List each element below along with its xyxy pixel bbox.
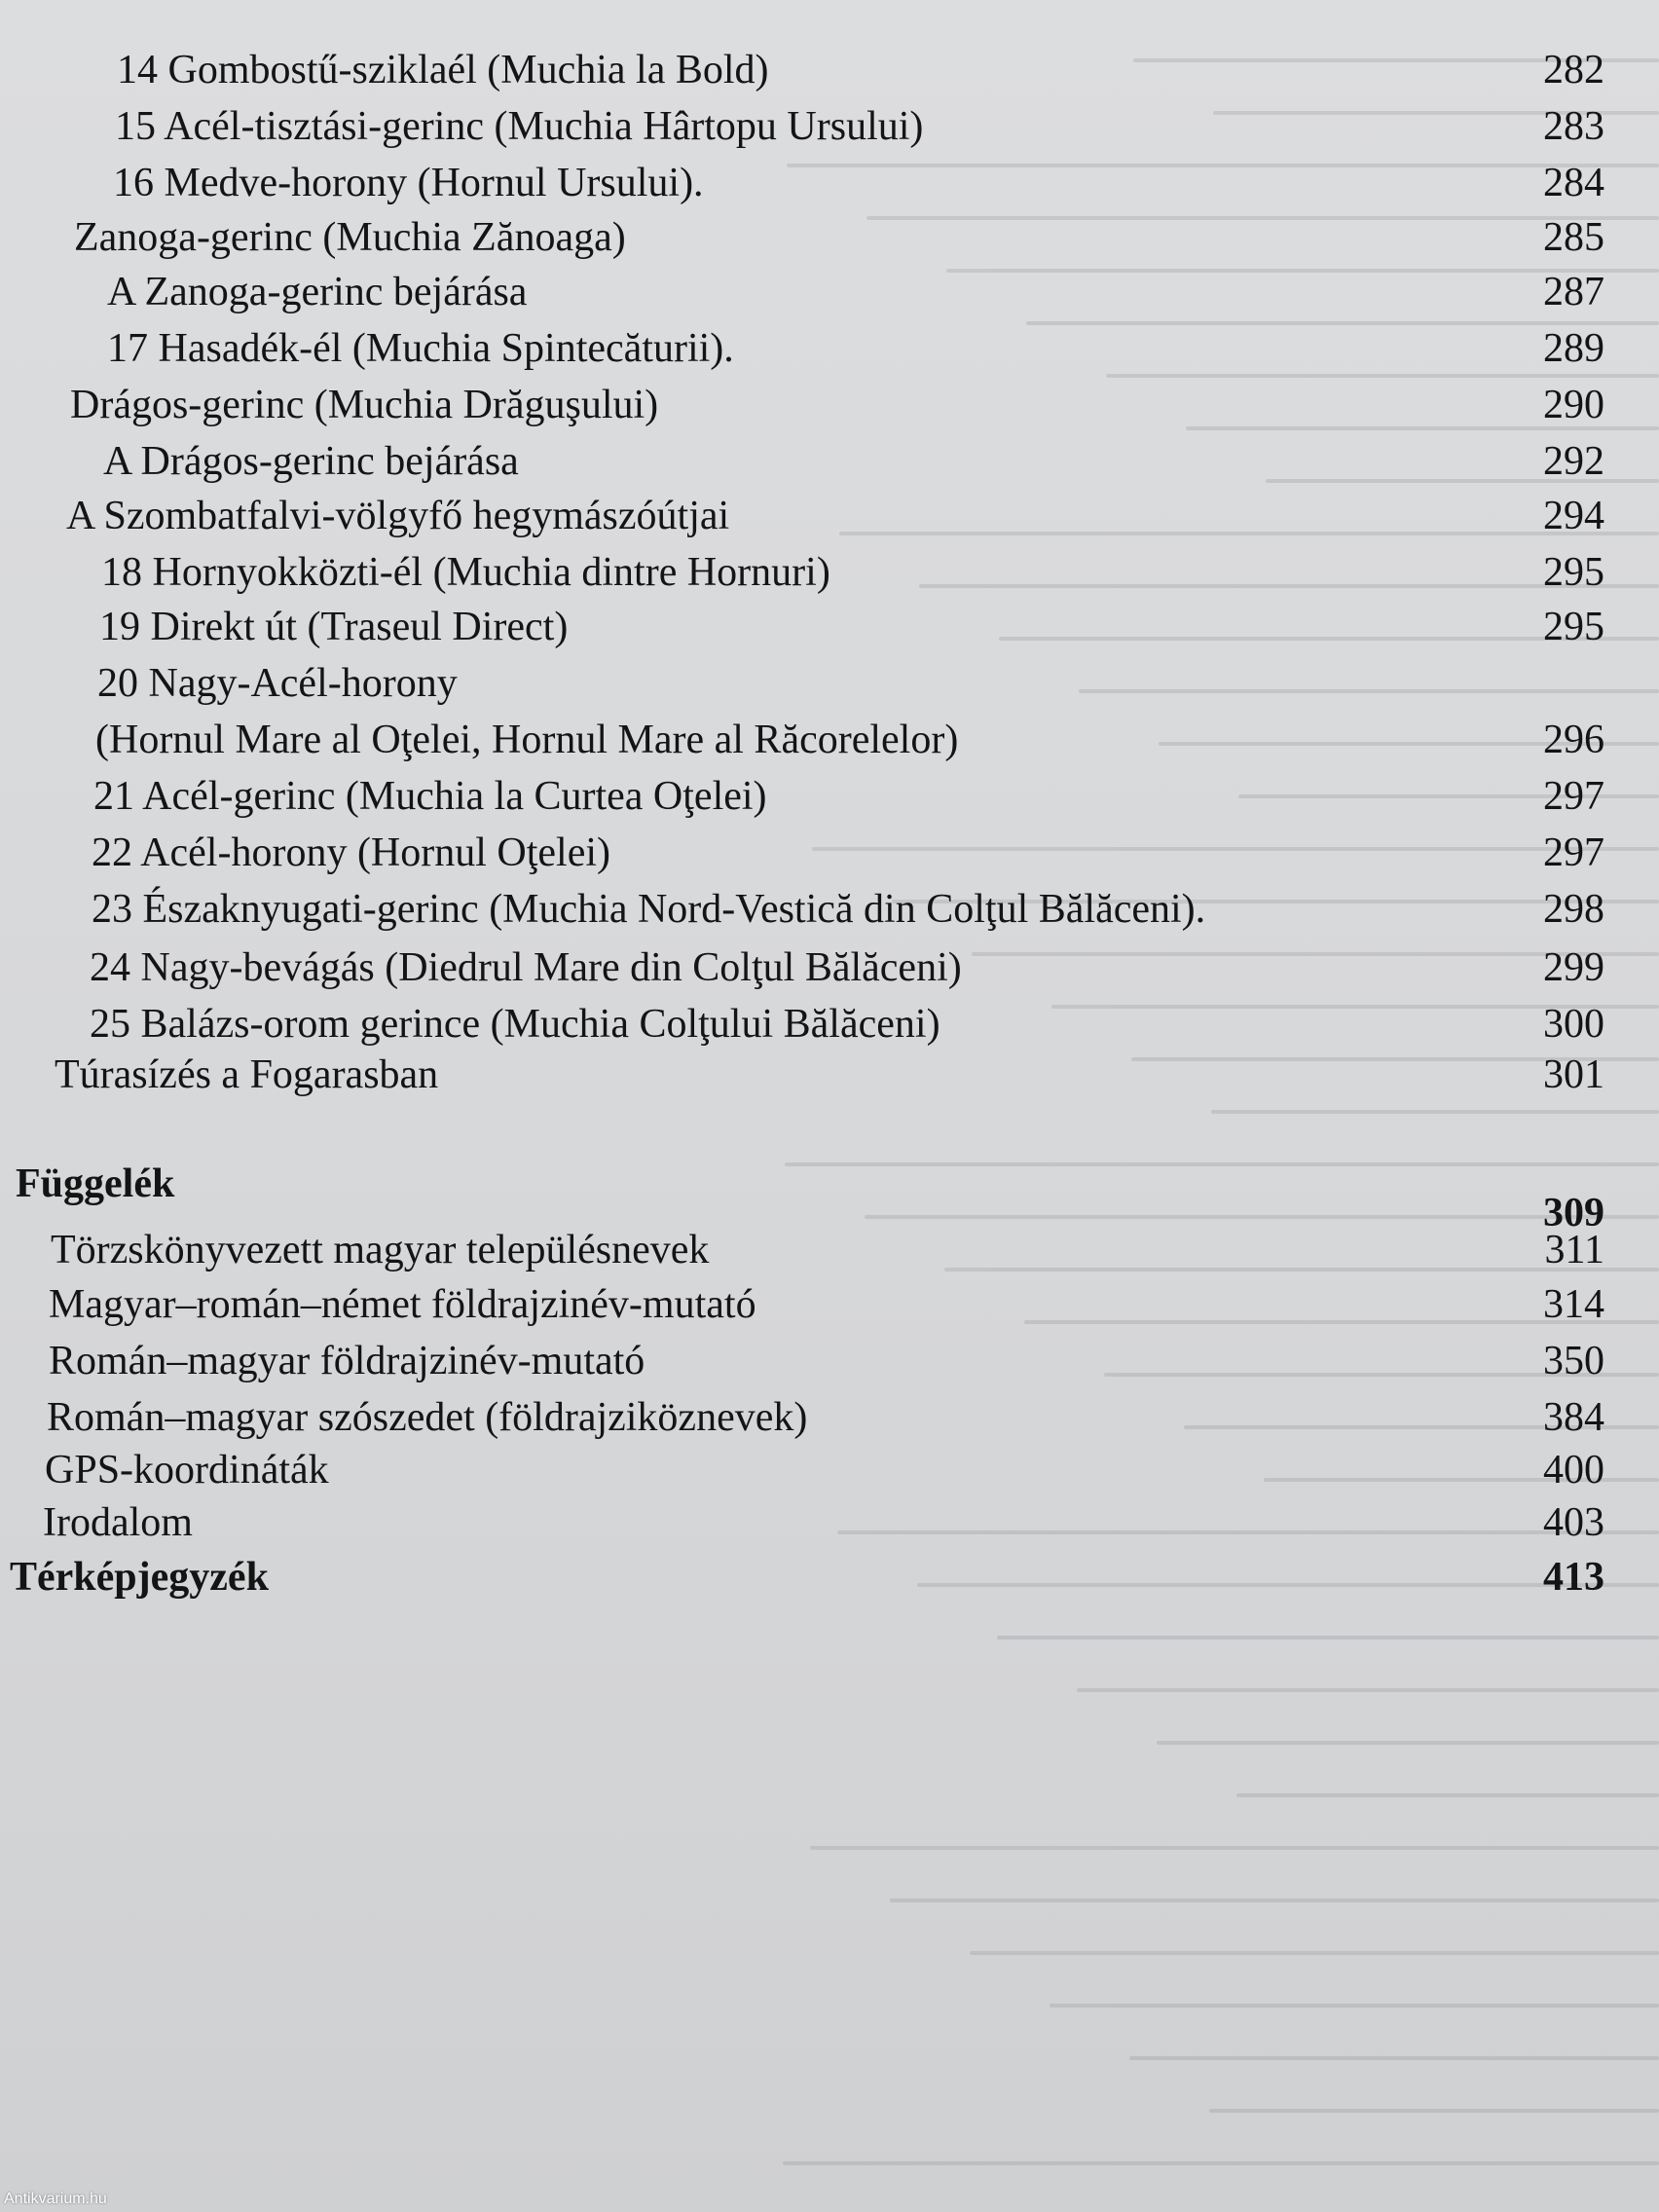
toc-entry [0,997,1659,1051]
toc-entry [0,43,1659,97]
toc-entry-title: 16 Medve-horony (Hornul Ursului). [113,161,704,205]
toc-entry-page-number: 297 [1543,830,1604,875]
toc-entry-title: 18 Hornyokközti-él (Muchia dintre Hornuri) [101,550,830,595]
toc-entry-page-number: 300 [1543,1002,1604,1047]
toc-entry-title: Drágos-gerinc (Muchia Drăguşului) [70,383,659,427]
toc-entry-title: 23 Északnyugati-gerinc (Muchia Nord-Vestică din Colţul Bălăceni). [92,887,1206,932]
toc-entry-title: 15 Acél-tisztási-gerinc (Muchia Hârtopu Ursului) [115,104,924,149]
toc-entry-page-number: 384 [1543,1395,1604,1440]
toc-entry-page-number: 350 [1543,1339,1604,1383]
toc-entry-page-number: 289 [1543,326,1604,371]
toc-entry-title: 22 Acél-horony (Hornul Oţelei) [92,830,611,875]
toc-entry-page-number: 284 [1543,161,1604,205]
toc-entry [0,378,1659,432]
toc-entry-title: Román–magyar szószedet (földrajziköznevek) [47,1395,808,1440]
toc-entry [0,1390,1659,1445]
toc-entry [0,1157,1659,1235]
toc-entry-page-number: 314 [1543,1282,1604,1327]
toc-entry-title: A Zanoga-gerinc bejárása [107,270,528,314]
toc-entry [0,1048,1659,1102]
toc-entry-title: Zanoga-gerinc (Muchia Zănoaga) [74,215,626,260]
toc-entry [0,940,1659,995]
toc-entry-page-number: 403 [1543,1500,1604,1545]
toc-entry-title: 24 Nagy-bevágás (Diedrul Mare din Colţul Bălăceni) [90,945,962,990]
toc-entry-page-number: 301 [1543,1052,1604,1097]
toc-entry [0,1334,1659,1388]
toc-entry [0,265,1659,319]
toc-entry [0,600,1659,654]
toc-entry-page-number: 283 [1543,104,1604,149]
toc-entry [0,1223,1659,1277]
toc-entry [0,713,1659,767]
toc-entry [0,826,1659,880]
toc-entry [0,99,1659,154]
toc-entry-title: Magyar–román–német földrajzinév-mutató [49,1282,756,1327]
toc-entry [0,769,1659,824]
toc-entry [0,1277,1659,1332]
toc-entry-title: A Drágos-gerinc bejárása [103,439,519,484]
toc-entry-page-number: 290 [1543,383,1604,427]
toc-entry-page-number: 413 [1543,1555,1604,1600]
toc-entry-page-number: 295 [1543,605,1604,649]
toc-entry-title: Függelék [16,1161,175,1206]
toc-entry-page-number: 311 [1544,1228,1604,1272]
toc-entry-title: 17 Hasadék-él (Muchia Spintecăturii). [107,326,734,371]
toc-entry [0,489,1659,543]
toc-entry-page-number: 292 [1543,439,1604,484]
toc-entry [0,321,1659,376]
toc-entry [0,156,1659,210]
toc-entry [0,882,1659,937]
toc-entry [0,656,1659,711]
toc-entry-title: (Hornul Mare al Oţelei, Hornul Mare al Răcorelelor) [95,718,959,762]
toc-entry-title: GPS-koordináták [45,1448,329,1493]
toc-entry-title: 21 Acél-gerinc (Muchia la Curtea Oţelei) [93,774,767,819]
toc-entry [0,210,1659,265]
toc-entry-page-number: 282 [1543,48,1604,92]
toc-entry-page-number: 285 [1543,215,1604,260]
toc-entry-title: Irodalom [43,1500,193,1545]
toc-entry-page-number: 298 [1543,887,1604,932]
toc-entry-page-number: 297 [1543,774,1604,819]
toc-entry-page-number: 294 [1543,494,1604,538]
toc-entry-title: 20 Nagy-Acél-horony [97,661,458,706]
toc-entry-title: 14 Gombostű-sziklaél (Muchia la Bold) [117,48,769,92]
toc-entry-page-number: 309 [1543,1191,1604,1235]
toc-entry-page-number: 400 [1543,1448,1604,1493]
toc-entry [0,434,1659,489]
toc-entry-title: Térképjegyzék [10,1555,269,1600]
toc-entry-title: Túrasízés a Fogarasban [55,1052,439,1097]
toc-entry-page-number: 287 [1543,270,1604,314]
toc-entry [0,545,1659,600]
toc-entry [0,1495,1659,1550]
toc-entry-page-number: 296 [1543,718,1604,762]
toc-entry-title: 19 Direkt út (Traseul Direct) [99,605,569,649]
toc-entry [0,1550,1659,1604]
toc-entry-page-number: 299 [1543,945,1604,990]
toc-entry [0,1443,1659,1497]
toc-entry-title: Törzskönyvezett magyar településnevek [51,1228,710,1272]
toc-entry-page-number: 295 [1543,550,1604,595]
watermark: Antikvarium.hu [4,2191,107,2207]
toc-entry-title: A Szombatfalvi-völgyfő hegymászóútjai [66,494,730,538]
toc-entry-title: 25 Balázs-orom gerince (Muchia Colţului Bălăceni) [90,1002,940,1047]
toc-entry-title: Román–magyar földrajzinév-mutató [49,1339,645,1383]
